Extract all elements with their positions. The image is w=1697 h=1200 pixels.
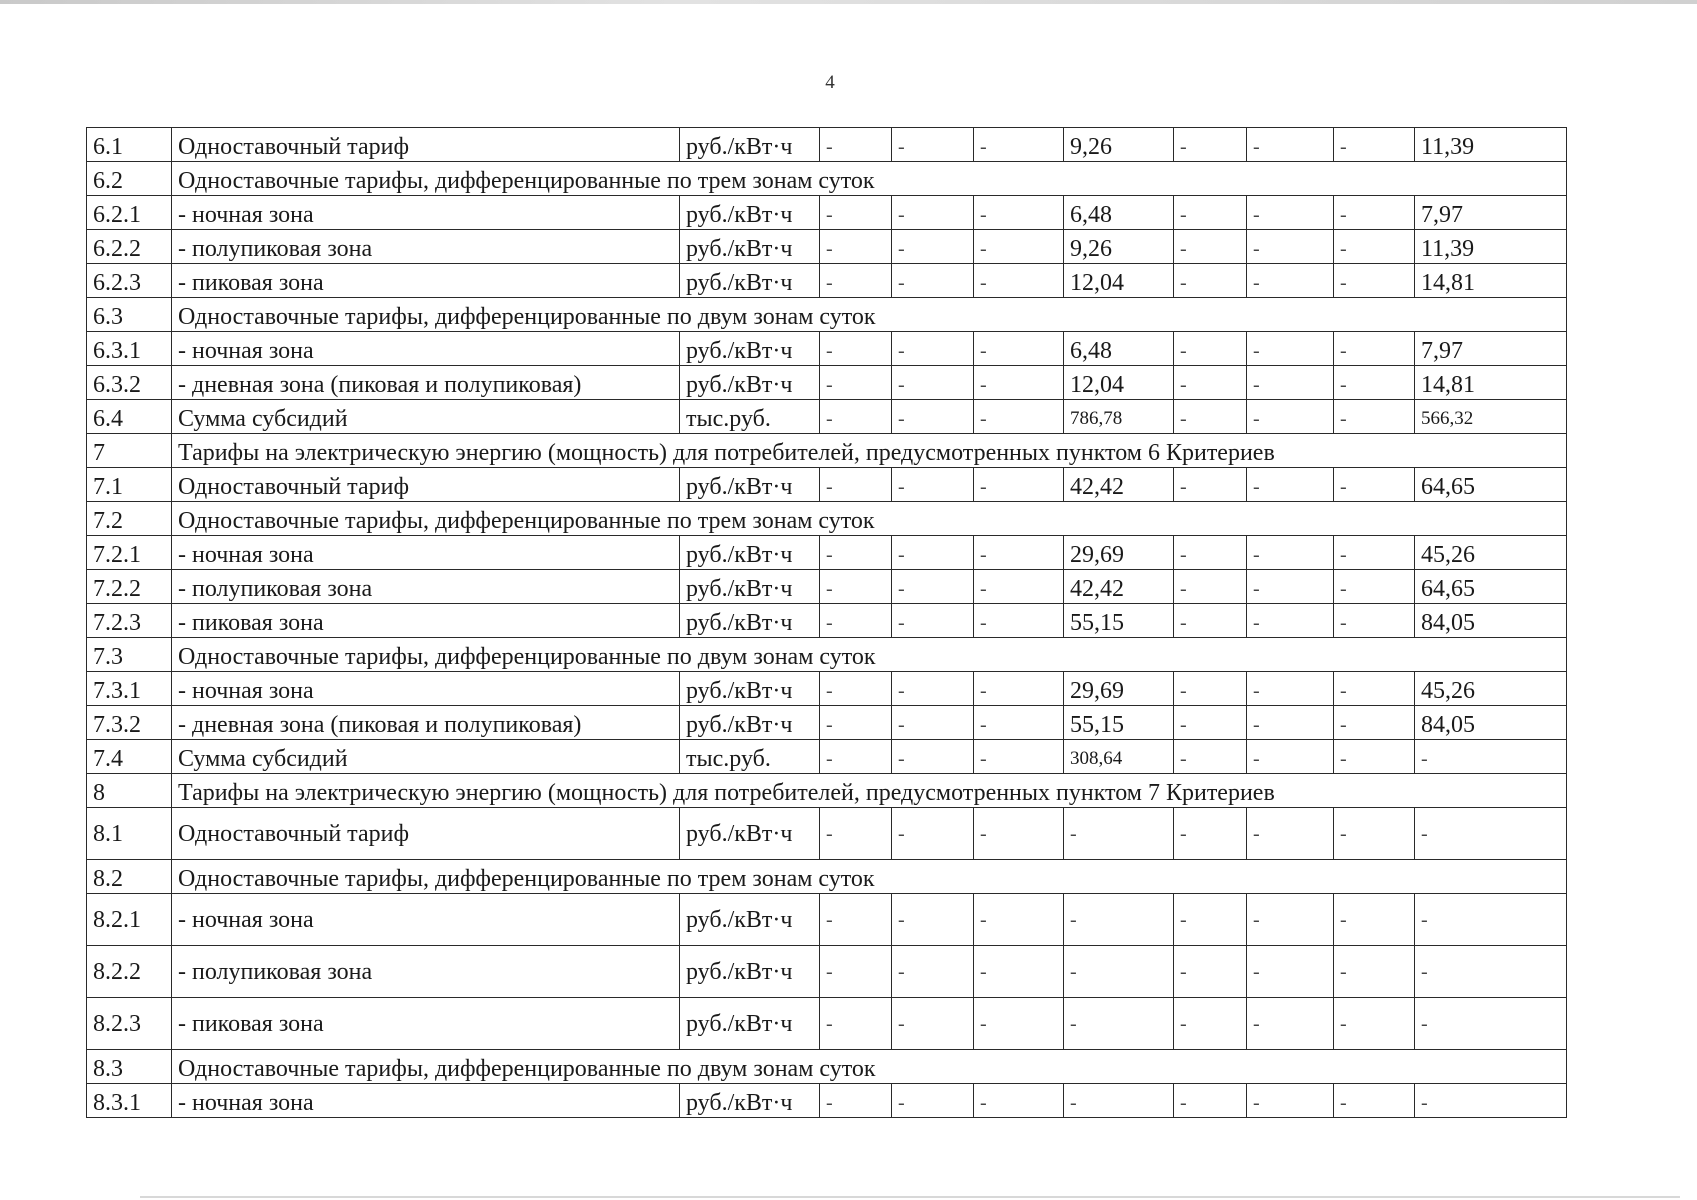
row-unit: руб./кВт·ч <box>680 366 820 400</box>
row-number: 8.3.1 <box>87 1084 172 1118</box>
page-number: 4 <box>825 72 835 93</box>
row-unit: руб./кВт·ч <box>680 128 820 162</box>
row-name: - пиковая зона <box>172 604 680 638</box>
table-cell: - <box>1247 196 1334 230</box>
table-cell: - <box>974 536 1064 570</box>
row-number: 8.2.1 <box>87 894 172 946</box>
row-name: Сумма субсидий <box>172 740 680 774</box>
row-name: - пиковая зона <box>172 998 680 1050</box>
table-cell: - <box>892 808 974 860</box>
table-cell: - <box>1334 366 1415 400</box>
table-cell: - <box>820 740 892 774</box>
table-cell: - <box>1174 946 1247 998</box>
table-cell: - <box>1174 264 1247 298</box>
table-cell: - <box>820 400 892 434</box>
row-unit: руб./кВт·ч <box>680 946 820 998</box>
row-number: 7.3.1 <box>87 672 172 706</box>
section-header-row <box>87 434 1567 468</box>
table-cell: - <box>1174 570 1247 604</box>
table-cell: - <box>974 230 1064 264</box>
section-header-row <box>87 1050 1567 1084</box>
row-unit: руб./кВт·ч <box>680 808 820 860</box>
table-row <box>87 468 1567 502</box>
table-cell: - <box>1174 740 1247 774</box>
table-cell: - <box>1064 998 1174 1050</box>
table-cell: - <box>892 400 974 434</box>
table-cell: 45,26 <box>1415 536 1567 570</box>
section-header-row <box>87 162 1567 196</box>
row-number: 8.1 <box>87 808 172 860</box>
table-cell: - <box>892 706 974 740</box>
table-cell: - <box>1247 1084 1334 1118</box>
table-row <box>87 400 1567 434</box>
table-cell: - <box>974 366 1064 400</box>
table-cell: 6,48 <box>1064 332 1174 366</box>
table-cell: 42,42 <box>1064 468 1174 502</box>
table-cell: - <box>892 604 974 638</box>
row-name: - ночная зона <box>172 536 680 570</box>
section-title: Тарифы на электрическую энергию (мощность) для потребителей, предусмотренных пунктом 6 Критериев <box>172 434 1567 468</box>
table-cell: - <box>820 264 892 298</box>
table-cell: 9,26 <box>1064 128 1174 162</box>
table-cell: - <box>1174 400 1247 434</box>
table-cell: - <box>820 468 892 502</box>
row-number: 8.3 <box>87 1050 172 1084</box>
table-cell: - <box>974 400 1064 434</box>
table-cell: - <box>1174 366 1247 400</box>
section-header-row <box>87 638 1567 672</box>
row-name: - полупиковая зона <box>172 230 680 264</box>
table-cell: 42,42 <box>1064 570 1174 604</box>
table-cell: - <box>1334 196 1415 230</box>
row-name: - дневная зона (пиковая и полупиковая) <box>172 366 680 400</box>
table-cell: - <box>1247 536 1334 570</box>
table-cell: - <box>1247 400 1334 434</box>
table-cell: - <box>892 672 974 706</box>
row-unit: руб./кВт·ч <box>680 894 820 946</box>
table-cell: - <box>1334 536 1415 570</box>
table-cell: - <box>1334 468 1415 502</box>
table-cell: - <box>820 366 892 400</box>
table-cell: - <box>1174 604 1247 638</box>
table-cell: - <box>974 1084 1064 1118</box>
row-number: 7.2.2 <box>87 570 172 604</box>
table-cell: 64,65 <box>1415 468 1567 502</box>
table-cell: - <box>892 894 974 946</box>
table-cell: - <box>1415 894 1567 946</box>
table-row <box>87 196 1567 230</box>
row-unit: руб./кВт·ч <box>680 604 820 638</box>
table-cell: - <box>1415 998 1567 1050</box>
row-number: 6.1 <box>87 128 172 162</box>
row-unit: руб./кВт·ч <box>680 264 820 298</box>
row-name: Одноставочный тариф <box>172 468 680 502</box>
section-title: Одноставочные тарифы, дифференцированные по трем зонам суток <box>172 162 1567 196</box>
table-cell: - <box>1064 808 1174 860</box>
table-cell: - <box>820 672 892 706</box>
row-number: 7.1 <box>87 468 172 502</box>
table-cell: 14,81 <box>1415 264 1567 298</box>
table-cell: 6,48 <box>1064 196 1174 230</box>
row-name: Одноставочный тариф <box>172 128 680 162</box>
table-cell: - <box>820 128 892 162</box>
row-number: 7 <box>87 434 172 468</box>
table-cell: - <box>1334 740 1415 774</box>
table-cell: 14,81 <box>1415 366 1567 400</box>
table-cell: - <box>1247 894 1334 946</box>
table-cell: 11,39 <box>1415 128 1567 162</box>
table-cell: - <box>1334 706 1415 740</box>
row-number: 6.2.3 <box>87 264 172 298</box>
table-cell: - <box>1247 570 1334 604</box>
table-cell: - <box>820 706 892 740</box>
table-row <box>87 332 1567 366</box>
row-unit: руб./кВт·ч <box>680 332 820 366</box>
row-name: - пиковая зона <box>172 264 680 298</box>
table-cell: - <box>892 264 974 298</box>
table-cell: 55,15 <box>1064 706 1174 740</box>
row-name: Одноставочный тариф <box>172 808 680 860</box>
row-number: 6.2 <box>87 162 172 196</box>
table-cell: 64,65 <box>1415 570 1567 604</box>
table-cell: 45,26 <box>1415 672 1567 706</box>
table-cell: - <box>1174 128 1247 162</box>
row-number: 7.3.2 <box>87 706 172 740</box>
row-number: 8.2 <box>87 860 172 894</box>
row-unit: тыс.руб. <box>680 740 820 774</box>
table-row <box>87 894 1567 946</box>
table-cell: - <box>1415 1084 1567 1118</box>
table-cell: - <box>1174 468 1247 502</box>
table-row <box>87 366 1567 400</box>
row-unit: руб./кВт·ч <box>680 672 820 706</box>
table-cell: - <box>1334 946 1415 998</box>
scan-edge-bottom <box>140 1196 1680 1198</box>
table-row <box>87 672 1567 706</box>
table-cell: - <box>974 894 1064 946</box>
row-number: 7.2.3 <box>87 604 172 638</box>
row-name: - ночная зона <box>172 196 680 230</box>
section-header-row <box>87 502 1567 536</box>
table-cell: - <box>1174 894 1247 946</box>
row-name: - ночная зона <box>172 332 680 366</box>
row-name: - дневная зона (пиковая и полупиковая) <box>172 706 680 740</box>
row-number: 8 <box>87 774 172 808</box>
row-number: 8.2.2 <box>87 946 172 998</box>
table-cell: - <box>974 570 1064 604</box>
table-cell: - <box>974 468 1064 502</box>
section-title: Одноставочные тарифы, дифференцированные по двум зонам суток <box>172 1050 1567 1084</box>
table-cell: - <box>1174 808 1247 860</box>
table-cell: - <box>1247 366 1334 400</box>
table-cell: - <box>820 998 892 1050</box>
table-cell: 84,05 <box>1415 706 1567 740</box>
row-number: 6.3.2 <box>87 366 172 400</box>
table-cell: 12,04 <box>1064 366 1174 400</box>
row-unit: руб./кВт·ч <box>680 536 820 570</box>
table-cell: - <box>1247 128 1334 162</box>
row-number: 6.4 <box>87 400 172 434</box>
table-cell: - <box>1334 672 1415 706</box>
row-number: 7.2 <box>87 502 172 536</box>
row-unit: руб./кВт·ч <box>680 1084 820 1118</box>
table-cell: 566,32 <box>1415 400 1567 434</box>
table-cell: - <box>1334 998 1415 1050</box>
table-row <box>87 128 1567 162</box>
table-cell: - <box>974 332 1064 366</box>
table-cell: - <box>1247 808 1334 860</box>
table-row <box>87 706 1567 740</box>
table-cell: - <box>1334 128 1415 162</box>
table-cell: - <box>892 230 974 264</box>
row-number: 6.2.2 <box>87 230 172 264</box>
table-row <box>87 1084 1567 1118</box>
table-cell: - <box>820 894 892 946</box>
table-cell: - <box>1247 604 1334 638</box>
section-title: Одноставочные тарифы, дифференцированные по двум зонам суток <box>172 638 1567 672</box>
table-cell: 84,05 <box>1415 604 1567 638</box>
table-cell: - <box>892 570 974 604</box>
table-cell: 308,64 <box>1064 740 1174 774</box>
tariff-table <box>86 127 1567 1118</box>
table-cell: - <box>974 946 1064 998</box>
table-cell: - <box>1247 468 1334 502</box>
table-row <box>87 604 1567 638</box>
row-unit: руб./кВт·ч <box>680 196 820 230</box>
table-cell: 7,97 <box>1415 196 1567 230</box>
row-unit: руб./кВт·ч <box>680 570 820 604</box>
table-row <box>87 264 1567 298</box>
section-title: Одноставочные тарифы, дифференцированные по трем зонам суток <box>172 502 1567 536</box>
table-cell: - <box>892 366 974 400</box>
table-cell: 29,69 <box>1064 672 1174 706</box>
table-cell: - <box>1247 332 1334 366</box>
table-cell: - <box>892 468 974 502</box>
table-cell: - <box>1247 706 1334 740</box>
row-name: - ночная зона <box>172 894 680 946</box>
section-header-row <box>87 298 1567 332</box>
table-cell: - <box>820 536 892 570</box>
table-cell: - <box>1334 264 1415 298</box>
row-unit: тыс.руб. <box>680 400 820 434</box>
row-number: 6.3.1 <box>87 332 172 366</box>
section-title: Одноставочные тарифы, дифференцированные по двум зонам суток <box>172 298 1567 332</box>
table-cell: - <box>820 332 892 366</box>
table-cell: 55,15 <box>1064 604 1174 638</box>
scan-edge-top <box>0 0 1697 4</box>
row-unit: руб./кВт·ч <box>680 230 820 264</box>
table-cell: - <box>892 1084 974 1118</box>
table-cell: - <box>1174 672 1247 706</box>
table-cell: 29,69 <box>1064 536 1174 570</box>
table-cell: - <box>1247 998 1334 1050</box>
table-row <box>87 740 1567 774</box>
row-name: - полупиковая зона <box>172 570 680 604</box>
table-cell: - <box>892 998 974 1050</box>
table-cell: - <box>1174 998 1247 1050</box>
table-row <box>87 998 1567 1050</box>
table-cell: - <box>892 740 974 774</box>
table-row <box>87 946 1567 998</box>
table-cell: - <box>892 946 974 998</box>
table-row <box>87 230 1567 264</box>
table-cell: - <box>1334 230 1415 264</box>
section-title: Одноставочные тарифы, дифференцированные по трем зонам суток <box>172 860 1567 894</box>
table-cell: - <box>1334 894 1415 946</box>
table-cell: - <box>1334 400 1415 434</box>
table-cell: - <box>1174 332 1247 366</box>
row-name: - полупиковая зона <box>172 946 680 998</box>
section-title: Тарифы на электрическую энергию (мощность) для потребителей, предусмотренных пунктом 7 Критериев <box>172 774 1567 808</box>
row-number: 6.2.1 <box>87 196 172 230</box>
table-row <box>87 536 1567 570</box>
table-cell: - <box>892 196 974 230</box>
row-number: 7.3 <box>87 638 172 672</box>
table-cell: - <box>1247 264 1334 298</box>
table-cell: - <box>892 332 974 366</box>
table-cell: - <box>820 604 892 638</box>
row-number: 6.3 <box>87 298 172 332</box>
table-cell: - <box>974 196 1064 230</box>
table-cell: - <box>1174 536 1247 570</box>
table-row <box>87 808 1567 860</box>
table-cell: - <box>1064 1084 1174 1118</box>
table-cell: - <box>1247 672 1334 706</box>
row-unit: руб./кВт·ч <box>680 468 820 502</box>
section-header-row <box>87 860 1567 894</box>
table-cell: - <box>1334 570 1415 604</box>
table-cell: - <box>1247 740 1334 774</box>
table-cell: - <box>892 536 974 570</box>
row-unit: руб./кВт·ч <box>680 998 820 1050</box>
row-number: 8.2.3 <box>87 998 172 1050</box>
table-cell: - <box>1247 230 1334 264</box>
table-cell: - <box>820 570 892 604</box>
row-unit: руб./кВт·ч <box>680 706 820 740</box>
table-cell: - <box>974 604 1064 638</box>
table-cell: - <box>1334 1084 1415 1118</box>
table-cell: 7,97 <box>1415 332 1567 366</box>
table-cell: - <box>1064 894 1174 946</box>
table-cell: - <box>1334 808 1415 860</box>
table-cell: - <box>820 230 892 264</box>
table-cell: - <box>974 264 1064 298</box>
table-cell: 786,78 <box>1064 400 1174 434</box>
table-cell: - <box>1247 946 1334 998</box>
table-cell: - <box>1174 1084 1247 1118</box>
row-number: 7.2.1 <box>87 536 172 570</box>
table-cell: - <box>1174 196 1247 230</box>
table-cell: - <box>820 196 892 230</box>
table-cell: - <box>974 740 1064 774</box>
table-cell: - <box>1174 706 1247 740</box>
table-cell: - <box>1415 808 1567 860</box>
table-row <box>87 570 1567 604</box>
section-header-row <box>87 774 1567 808</box>
table-cell: - <box>1334 604 1415 638</box>
table-cell: - <box>974 672 1064 706</box>
table-cell: - <box>1064 946 1174 998</box>
table-cell: - <box>974 128 1064 162</box>
table-cell: - <box>820 946 892 998</box>
table-cell: - <box>820 1084 892 1118</box>
table-cell: - <box>1415 740 1567 774</box>
table-cell: 12,04 <box>1064 264 1174 298</box>
tariff-table-body <box>87 128 1567 1118</box>
table-cell: - <box>974 998 1064 1050</box>
table-cell: - <box>1415 946 1567 998</box>
row-name: Сумма субсидий <box>172 400 680 434</box>
row-number: 7.4 <box>87 740 172 774</box>
table-cell: - <box>1174 230 1247 264</box>
row-name: - ночная зона <box>172 1084 680 1118</box>
table-cell: - <box>820 808 892 860</box>
table-cell: 11,39 <box>1415 230 1567 264</box>
table-cell: - <box>1334 332 1415 366</box>
row-name: - ночная зона <box>172 672 680 706</box>
table-cell: - <box>974 706 1064 740</box>
table-cell: - <box>974 808 1064 860</box>
table-cell: 9,26 <box>1064 230 1174 264</box>
table-cell: - <box>892 128 974 162</box>
